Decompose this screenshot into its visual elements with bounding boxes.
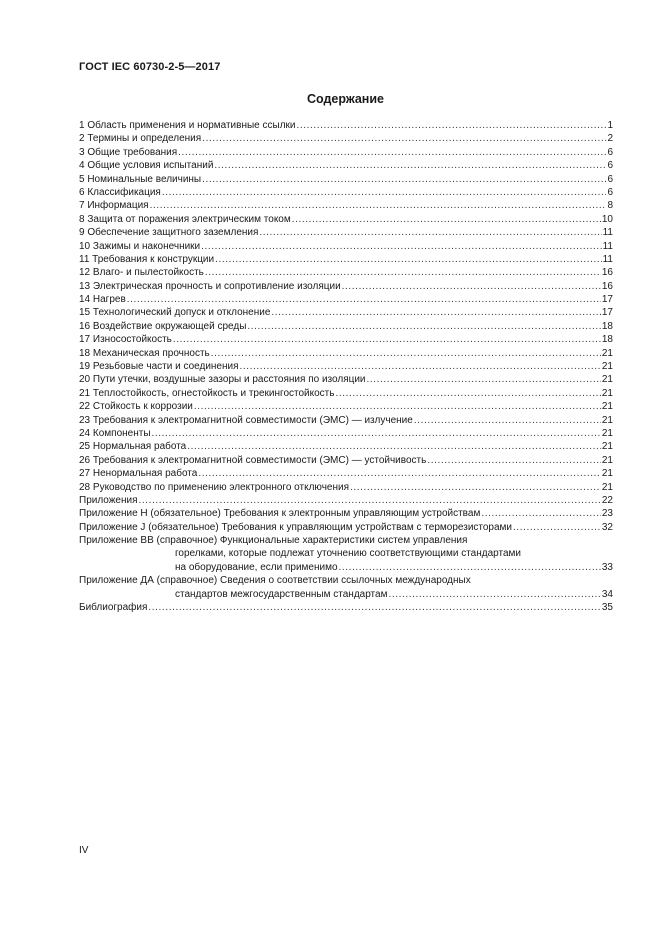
toc-leader-dots — [367, 373, 601, 386]
toc-entry[interactable] — [79, 494, 613, 507]
toc-entry[interactable] — [79, 373, 613, 386]
toc-entry-page: 21 — [601, 454, 613, 466]
toc-entry-label: 15 Технологический допуск и отклонение — [79, 307, 271, 319]
toc-entry-page: 8 — [607, 200, 613, 212]
toc-entry-label: 22 Стойкость к коррозии — [79, 401, 193, 413]
toc-entry[interactable] — [79, 427, 613, 440]
toc-leader-dots — [342, 280, 601, 293]
toc-entry[interactable] — [79, 186, 613, 199]
toc-entry-page: 21 — [601, 427, 613, 439]
toc-leader-dots — [201, 240, 601, 253]
toc-entry[interactable] — [79, 347, 613, 360]
toc-entry-label: Приложение J (обязательное) Требования к управляющим устройствам с терморезисторами — [79, 521, 513, 533]
toc-leader-dots — [481, 507, 601, 520]
toc-entry-label: Приложение ВВ (справочное) Функциональные характеристики систем управления — [79, 535, 468, 547]
toc-entry-page: 11 — [602, 253, 613, 265]
toc-entry-label: 26 Требования к электромагнитной совместимости (ЭМС) — устойчивость — [79, 454, 427, 466]
toc-entry-page: 16 — [601, 267, 613, 279]
toc-entry-page: 32 — [601, 521, 613, 533]
toc-entry-label: стандартов межгосударственным стандартам — [175, 588, 388, 600]
toc-leader-dots — [194, 400, 601, 413]
toc-leader-dots — [139, 494, 601, 507]
toc-leader-dots — [247, 320, 600, 333]
toc-entry-page: 35 — [601, 602, 613, 614]
toc-entry[interactable] — [79, 467, 613, 480]
toc-entry[interactable] — [79, 387, 613, 400]
toc-entry[interactable] — [79, 226, 613, 239]
toc-leader-dots — [187, 440, 601, 453]
toc-entry-label: 14 Нагрев — [79, 294, 126, 306]
toc-leader-dots — [513, 521, 601, 534]
document-code: ГОСТ IEC 60730-2-5—2017 — [79, 61, 221, 73]
toc-entry[interactable] — [79, 521, 613, 534]
toc-entry-label: 6 Классификация — [79, 186, 161, 198]
toc-leader-dots — [292, 213, 601, 226]
toc-leader-dots — [162, 186, 607, 199]
toc-entry-label: 2 Термины и определения — [79, 133, 202, 145]
toc-entry-label: 20 Пути утечки, воздушные зазоры и расстояния по изоляции — [79, 374, 366, 386]
toc-entry-page: 22 — [601, 494, 613, 506]
toc-leader-dots — [296, 119, 606, 132]
toc-leader-dots — [335, 387, 600, 400]
toc-entry[interactable] — [79, 280, 613, 293]
toc-entry-page: 10 — [601, 213, 613, 225]
page-number: IV — [79, 845, 89, 856]
toc-entry-label: 1 Область применения и нормативные ссылки — [79, 119, 296, 131]
toc-entry-label: Приложения — [79, 494, 138, 506]
toc-entry-page: 16 — [601, 280, 613, 292]
toc-leader-dots — [240, 360, 601, 373]
toc-entry[interactable] — [79, 588, 613, 601]
toc-entry-label: 11 Требования к конструкции — [79, 253, 215, 265]
toc-entry[interactable] — [79, 548, 613, 561]
toc-leader-dots — [198, 467, 601, 480]
toc-entry-page: 18 — [601, 320, 613, 332]
toc-entry-label: 16 Воздействие окружающей среды — [79, 320, 247, 332]
page-title: Содержание — [306, 92, 384, 106]
toc-entry-page: 23 — [601, 508, 613, 520]
toc-entry[interactable] — [79, 266, 613, 279]
toc-entry-label: 9 Обеспечение защитного заземления — [79, 227, 259, 239]
toc-entry-label: Библиография — [79, 602, 148, 614]
toc-leader-dots — [215, 253, 602, 266]
toc-entry[interactable] — [79, 146, 613, 159]
toc-leader-dots — [259, 226, 601, 239]
toc-entry[interactable] — [79, 534, 613, 547]
toc-entry[interactable] — [79, 119, 613, 132]
toc-leader-dots — [427, 454, 601, 467]
toc-leader-dots — [211, 347, 601, 360]
toc-entry[interactable] — [79, 240, 613, 253]
toc-entry-page: 21 — [601, 414, 613, 426]
toc-entry-page: 21 — [601, 347, 613, 359]
toc-entry[interactable] — [79, 306, 613, 319]
toc-entry[interactable] — [79, 481, 613, 494]
toc-entry-label: 5 Номинальные величины — [79, 173, 202, 185]
toc-leader-dots — [150, 199, 607, 212]
toc-entry-page: 17 — [601, 307, 613, 319]
toc-entry-page: 11 — [602, 227, 613, 239]
toc-entry-page: 21 — [601, 401, 613, 413]
toc-entry-page: 21 — [601, 441, 613, 453]
toc-leader-dots — [414, 414, 601, 427]
table-of-contents — [79, 119, 613, 614]
toc-leader-dots — [214, 159, 606, 172]
toc-entry-label: на оборудование, если применимо — [175, 561, 338, 573]
toc-entry-label: 28 Руководство по применению электронного отключения — [79, 481, 350, 493]
toc-entry-label: 7 Информация — [79, 200, 149, 212]
toc-entry[interactable] — [79, 132, 613, 145]
toc-entry[interactable] — [79, 320, 613, 333]
toc-entry[interactable] — [79, 173, 613, 186]
toc-entry-page: 6 — [607, 186, 613, 198]
toc-leader-dots — [388, 588, 600, 601]
toc-entry-page: 6 — [607, 160, 613, 172]
toc-entry-page: 21 — [601, 374, 613, 386]
toc-entry-page: 2 — [607, 133, 613, 145]
toc-entry-label: 27 Ненормальная работа — [79, 468, 198, 480]
toc-entry-page: 34 — [601, 588, 613, 600]
toc-entry[interactable] — [79, 561, 613, 574]
toc-entry-label: 24 Компоненты — [79, 427, 151, 439]
toc-entry-label: 17 Износостойкость — [79, 334, 172, 346]
toc-entry[interactable] — [79, 253, 613, 266]
toc-leader-dots — [271, 306, 600, 319]
toc-entry-label: 8 Защита от поражения электрическим током — [79, 213, 291, 225]
toc-leader-dots — [339, 561, 601, 574]
toc-entry[interactable] — [79, 574, 613, 587]
toc-leader-dots — [202, 173, 606, 186]
toc-entry-label: 23 Требования к электромагнитной совместимости (ЭМС) — излучение — [79, 414, 413, 426]
toc-entry-label: горелками, которые подлежат уточнению соответствующими стандартами — [175, 548, 521, 560]
toc-entry-label: 13 Электрическая прочность и сопротивление изоляции — [79, 280, 341, 292]
toc-entry[interactable] — [79, 333, 613, 346]
toc-entry-page: 33 — [601, 561, 613, 573]
toc-entry-page: 17 — [601, 294, 613, 306]
toc-entry-label: 18 Механическая прочность — [79, 347, 210, 359]
toc-entry-page: 6 — [607, 173, 613, 185]
toc-leader-dots — [152, 427, 601, 440]
toc-entry-label: 19 Резьбовые части и соединения — [79, 361, 239, 373]
toc-entry-page: 6 — [607, 146, 613, 158]
toc-leader-dots — [178, 146, 606, 159]
toc-entry-page: 21 — [601, 361, 613, 373]
toc-leader-dots — [127, 293, 601, 306]
toc-leader-dots — [173, 333, 601, 346]
toc-entry-page: 18 — [601, 334, 613, 346]
toc-entry-page: 11 — [602, 240, 613, 252]
toc-entry[interactable] — [79, 159, 613, 172]
toc-entry[interactable] — [79, 507, 613, 520]
toc-entry[interactable] — [79, 601, 613, 614]
toc-entry-page: 21 — [601, 481, 613, 493]
toc-leader-dots — [148, 601, 600, 614]
toc-entry[interactable] — [79, 440, 613, 453]
toc-entry-label: 12 Влаго- и пылестойкость — [79, 267, 204, 279]
toc-leader-dots — [202, 132, 606, 145]
toc-entry-page: 21 — [601, 387, 613, 399]
toc-entry-page: 1 — [607, 119, 613, 131]
toc-entry-label: 3 Общие требования — [79, 146, 178, 158]
toc-leader-dots — [350, 481, 601, 494]
toc-entry-label: 10 Зажимы и наконечники — [79, 240, 201, 252]
toc-entry[interactable] — [79, 454, 613, 467]
toc-entry[interactable] — [79, 400, 613, 413]
toc-entry-label: 25 Нормальная работа — [79, 441, 187, 453]
toc-entry-label: 21 Теплостойкость, огнестойкость и трекингостойкость — [79, 387, 335, 399]
toc-entry[interactable] — [79, 199, 613, 212]
toc-entry[interactable] — [79, 360, 613, 373]
toc-entry[interactable] — [79, 293, 613, 306]
toc-entry-label: Приложение Н (обязательное) Требования к электронным управляющим устройствам — [79, 508, 481, 520]
toc-entry[interactable] — [79, 213, 613, 226]
toc-leader-dots — [205, 266, 601, 279]
toc-entry-label: Приложение ДА (справочное) Сведения о соответствии ссылочных международных — [79, 575, 471, 587]
toc-entry[interactable] — [79, 414, 613, 427]
toc-entry-page: 21 — [601, 468, 613, 480]
toc-entry-label: 4 Общие условия испытаний — [79, 160, 214, 172]
